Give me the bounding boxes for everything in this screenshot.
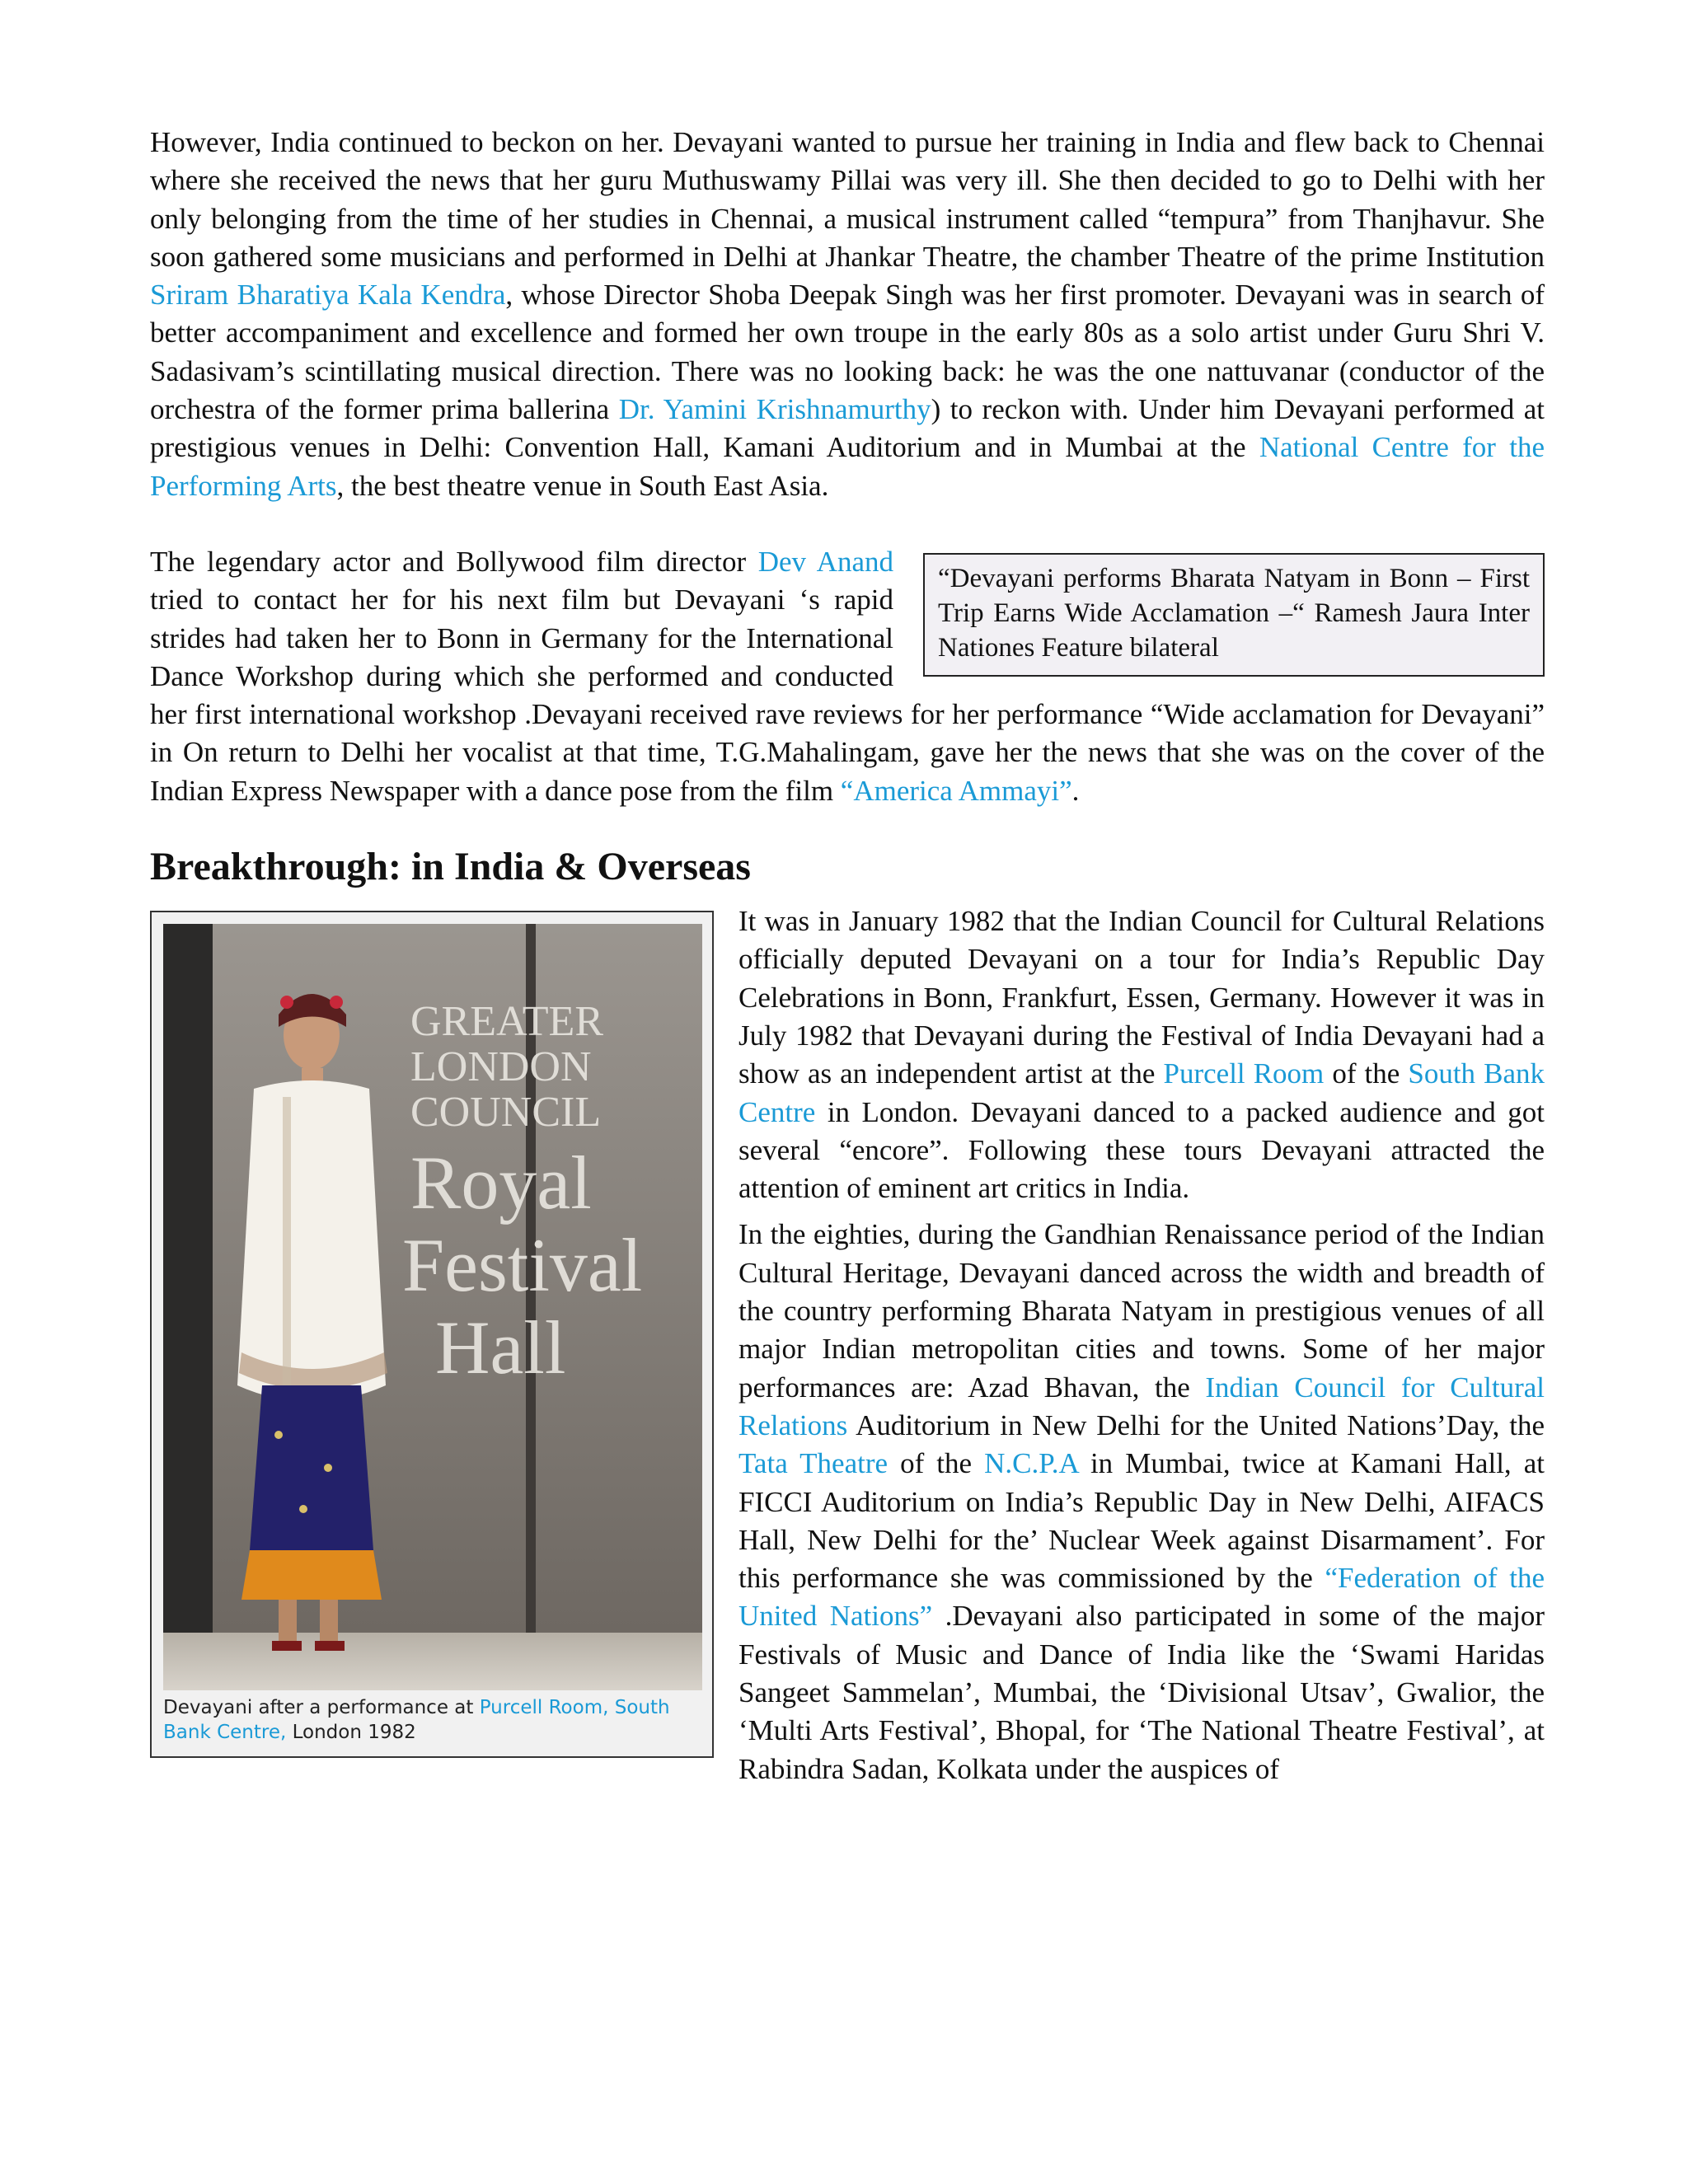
section-heading: Breakthrough: in India & Overseas <box>150 845 751 889</box>
sign-text-line: COUNCIL <box>410 1089 602 1137</box>
link-america-ammayi[interactable]: “America Ammayi” <box>840 774 1072 807</box>
link-iccr[interactable]: Indian Council for Cultural Relations <box>738 1371 1545 1441</box>
dancer-figure <box>237 994 387 1651</box>
text-run: , the best theatre venue in South East Asia. <box>336 469 829 502</box>
text-run: in Mumbai, twice at Kamani Hall, at FICCI Auditorium on India’s Republic Day in New Delhi, AIFACS Hall, New Delhi for the’ Nuclear Week against Disarmament’. For this performance she was commissioned by the <box>738 1447 1545 1595</box>
text-run: .Devayani also participated in some of the major Festivals of Music and Dance of India like the ‘Swami Haridas Sangeet Sammelan’, Mumbai, the ‘Divisional Utsav’, Gwalior, the ‘Multi Arts Festival’, Bhopal, for ‘The National Theatre Festival’, at Rabindra Sadan, Kolkata under the auspices of <box>738 1600 1545 1785</box>
document-page <box>150 124 1545 1788</box>
link-sriram-bharatiya-kala-kendra[interactable]: Sriram Bharatiya Kala Kendra <box>150 279 506 312</box>
sign-text-line: Hall <box>435 1305 566 1390</box>
sign-text-line: GREATER <box>410 998 603 1046</box>
text-run: ) to reckon with. Under him Devayani performed at prestigious venues in Delhi: Convention Hall, Kamani Auditorium and in Mumbai at the <box>150 393 1545 464</box>
link-yamini-krishnamurthy[interactable]: Dr. Yamini Krishnamurthy <box>618 393 931 426</box>
link-purcell-room[interactable]: Purcell Room <box>1163 1057 1325 1090</box>
text-run: The legendary actor and Bollywood film director <box>150 545 758 578</box>
photo-illustration <box>163 924 702 1690</box>
text-run: tried to contact her for his next film but Devayani ‘s rapid strides had taken her to Bonn in Germany for the International Dance Workshop during which she performed and conducted her first international workshop .Devayani received rave reviews for her performance “Wide acclamation for Devayani” in On return to Delhi her vocalist at that time, T.G.Mahalingam, gave her the news that she was on the cover of the Indian Express Newspaper with a dance pose from the film <box>150 583 1545 807</box>
text-run: However, India continued to beckon on her. Devayani wanted to pursue her training in India and flew back to Chennai where she received the news that her guru Muthuswamy Pillai was very ill. She then decided to go to Delhi with her only belonging from the time of her studies in Chennai, a musical instrument called “tempura” from Thanjhavur. She soon gathered some musicians and performed in Delhi at Jhankar Theatre, the chamber Theatre of the prime Institution <box>150 126 1545 273</box>
sign-text-line: LONDON <box>410 1043 592 1091</box>
link-ncpa-short[interactable]: N.C.P.A <box>984 1447 1078 1480</box>
text-run: of the <box>888 1447 985 1480</box>
sign-text-line: Festival <box>402 1223 643 1308</box>
link-tata-theatre[interactable]: Tata Theatre <box>738 1447 889 1480</box>
text-run: of the <box>1324 1057 1409 1090</box>
performance-photo <box>163 924 702 1690</box>
text-run: , whose Director Shoba Deepak Singh was her first promoter. Devayani was in search of better accompaniment and excellence and formed her own troupe in the early 80s as a solo artist under Guru Shri V. Sadasivam’s scintillating musical direction. There was no looking back: he was the one nattuvanar (conductor of the orchestra of the former prima ballerina <box>150 279 1545 426</box>
photo-figure <box>150 911 714 1758</box>
link-federation-united-nations[interactable]: “Federation of the United Nations” <box>738 1562 1545 1633</box>
photo-caption <box>163 1695 702 1745</box>
caption-text: London 1982 <box>286 1722 416 1744</box>
link-dev-anand[interactable]: Dev Anand <box>757 545 893 578</box>
paragraph-intro <box>150 124 1545 505</box>
text-run: It was in January 1982 that the Indian Council for Cultural Relations officially deputed Devayani on a tour for India’s Republic Day Celebrations in Bonn, Frankfurt, Essen, Germany. However it was in July 1982 that Devayani during the Festival of India Devayani had a show as an independent artist at the <box>738 905 1545 1090</box>
paragraph-dev-anand-block <box>150 543 1545 810</box>
text-run: in London. Devayani danced to a packed audience and got several “encore”. Following these tours Devayani attracted the attention of eminent art critics in India. <box>738 1095 1545 1205</box>
link-caption-purcell-room[interactable]: Purcell Room, South Bank Centre, <box>163 1697 670 1744</box>
sign-text-line: Royal <box>410 1141 592 1226</box>
quote-box: “Devayani performs Bharata Natyam in Bonn – First Trip Earns Wide Acclamation –“ Ramesh Jaura Inter Nationes Feature bilateral <box>923 553 1545 677</box>
text-run: Auditorium in New Delhi for the United Nations’Day, the <box>847 1408 1545 1441</box>
text-run: In the eighties, during the Gandhian Renaissance period of the Indian Cultural Heritage, Devayani danced across the width and breadth of the country performing Bharata Natyam in prestigious venues of all major Indian metropolitan cities and towns. Some of her major performances are: Azad Bhavan, the <box>738 1218 1545 1404</box>
text-run: . <box>1071 774 1080 807</box>
caption-text: Devayani after a performance at <box>163 1697 480 1719</box>
link-south-bank-centre[interactable]: South Bank Centre <box>738 1057 1545 1128</box>
link-ncpa[interactable]: National Centre for the Performing Arts <box>150 431 1545 502</box>
